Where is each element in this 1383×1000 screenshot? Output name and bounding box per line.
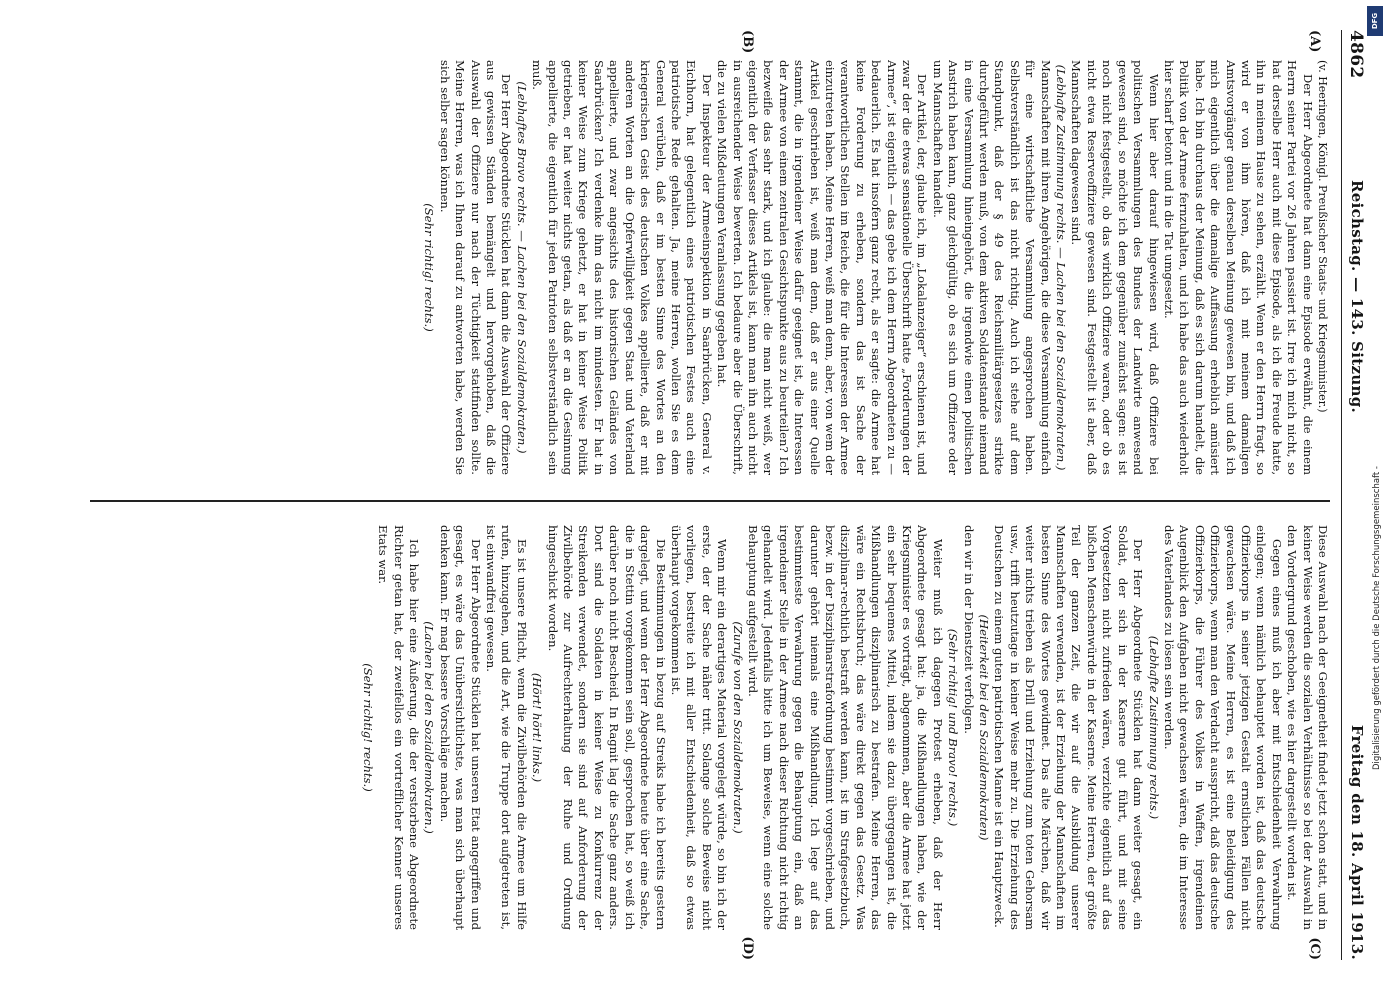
margin-marker-b: (B) xyxy=(740,30,755,54)
paragraph: Der Artikel, der, glaube ich, im „Lokalanzeiger“ erschienen ist, und zwar der die etwas sensationelle Überschrift hatte „Forderungen der Armee“, ist eigentlich — das gebe ich dem Herrn Abgeordneten zu — bedauerlich. Es hat insofern ganz recht, als er sagte: die Armee hat keine Forderung zu erheben, sondern das ist Sache der verantwortlichen Stellen im Reiche, die für die Interessen der Armee einzutreten haben. Meine Herren, weiß man denn, aber, von wem der Artikel geschrieben ist, weiß man denn, daß er aus einer Quelle stammt, die in irgendeiner Weise dafür geeignet ist, die Interessen der Armee von einem zentralen Gesichtspunkte aus zu beurteilen? Ich bezweifle das sehr stark, und ich glaube: die man nicht weiß, wer eigentlich der Verfasser dieses Artikels ist, kann man ihn auch nicht in ausreichender Weise bewerten. Ich bedaure aber die Überschrift, die zu vielen Mißdeutungen Veranlassung gegeben hat. xyxy=(715,60,930,475)
paragraph: Der Herr Abgeordnete Stücklen hat unseren Etat angegriffen und gesagt, es wäre das Unübersichtlichste, was man sich überhaupt denken kann. Er mag bessere Vorschläge machen. xyxy=(437,525,483,930)
right-column xyxy=(80,525,1330,930)
running-title: Reichstag. — 143. Sitzung. xyxy=(1348,180,1366,414)
interjection: (Lebhafte Zustimmung rechts. — Lachen bei den Sozialdemokraten.) xyxy=(1054,64,1069,471)
interjection: (Sehr richtig! rechts.) xyxy=(422,203,437,332)
paragraph: Der Herr Abgeordnete hat dann eine Episode erwähnt, die einem Herrn seiner Partei vor 26 Jahren passiert ist. Irre ich mich nicht, so hat derselbe Herr auch mit diese Episode, als ich die Freude hatte, ihn in meinem Hause zu sehen, erzählt. Wenn er den Herrn fragt, so wird er von ihm hören, daß ich mit meinem damaligen Amtsvorgänger genau derselben Meinung gewesen bin, und daß ich mich eigentlich über die damalige Auffassung erheblich amüsiert habe. Ich bin durchaus der Meinung, daß es sich darum handelt, die Politik von der Armee fernzuhalten, und ich habe das auch wiederholt hier scharf betont und in die Tat umgesetzt. xyxy=(1161,60,1315,475)
paragraph: Der Herr Abgeordnete Stücklen hat dann die Auswahl der Offiziere aus gewissen Ständen bemängelt und hervorgehoben, daß die Auswahl der Offiziere nur nach der Tüchtigkeit stattfinden sollte. Meine Herren, was ich Ihnen darauf zu antworten habe, werden Sie sich selber sagen können. xyxy=(437,60,514,475)
interjection: (Zurufe von den Sozialdemokraten.) xyxy=(730,621,745,834)
digitization-credit: Digitalisierung gefördert durch die Deutsche Forschungsgemeinschaft - xyxy=(1372,466,1382,770)
paragraph: den wir in der Dienstzeit verfolgen. xyxy=(961,525,976,734)
interjection: (Hört! hört! links.) xyxy=(530,672,545,783)
page-header xyxy=(1340,30,1370,960)
paragraph: Weiter muß ich dagegen Protest erheben, daß der Herr Abgeordnete gesagt hat: ja, die Mißhandlungen haben, wie der Kriegsminister es vorträgt, abgenommen, aber die Armee hat jetzt ein sehr bequemes Mittel, indem sie dazu übergegangen ist, die Mißhandlungen disziplinarisch zu bestrafen. Meine Herren, das wäre ein Rechtsbruch; das wäre direkt gegen das Gesetz. Was disziplinar-rechtlich bestraft werden kann, ist im Strafgesetzbuch, bezw. in der Disziplinarstrafordnung bestimmt vorgeschrieben, und darunter gehört niemals eine Mißhandlung. Ich lege auf das bestimmteste Verwahrung gegen die Behauptung ein, daß an irgendeiner Stelle in der Armee nach dieser Richtung nicht richtig gehandelt wird. Jedenfalls bitte ich um Beweise, wenn eine solche Behauptung aufgestellt wird. xyxy=(745,525,945,930)
left-column xyxy=(80,60,1330,475)
interjection: (Lachen bei den Sozialdemokraten.) xyxy=(422,621,437,834)
interjection: (Heiterkeit bei den Sozialdemokraten) xyxy=(977,614,992,841)
paragraph: Gegen eines muß ich aber mit Entschiedenheit Verwahrung einlegen; wenn nämlich behauptet worden ist, daß das deutsche Offizierkorps in seiner jetzigen Gestalt ernstlichen Fällen nicht gewachsen wäre. Meine Herren, es ist eine Beleidigung des Offizierkorps, wenn man den Verdacht ausspricht, daß das deutsche Offizierkorps, die Führer des Volkes in Waffen, irgendeinen Augenblick den Aufgaben nicht gewachsen wären, die im Interesse des Vaterlandes zu lösen sein werden. xyxy=(1161,525,1284,930)
interjection: (Lebhaftes Bravo rechts. — Lachen bei den Sozialdemokraten.) xyxy=(514,81,529,454)
session-date: Freitag den 18. April 1913. xyxy=(1348,724,1366,960)
interjection: (Sehr richtig! rechts.) xyxy=(360,663,375,792)
paragraph: Wenn mir ein derartiges Material vorgelegt würde, so bin ich der erste, der der Sache näher tritt. Solange solche Beweise nicht vorliegen, bestreite ich mit aller Entschiedenheit, daß so etwas überhaupt vorgekommen ist. xyxy=(668,525,730,930)
margin-marker-d: (D) xyxy=(740,936,755,960)
paragraph: Wenn hier aber darauf hingewiesen wird, daß Offiziere bei politischen Versammlungen des Bundes der Landwirte anwesend gewesen sind, so möchte ich dem gegenüber zunächst sagen: es ist noch nicht festgestellt, ob das wirklich Offiziere waren, oder ob es nicht etwa Reserveoffiziere gewesen sind. Festgestellt ist aber, daß Mannschaften dagewesen sind. xyxy=(1069,60,1161,475)
paragraph: Der Herr Abgeordnete Stücklen hat dann weiter gesagt, ein Soldat, der sich in der Kaserne gut führt, und mit seine Vorgesetzten nicht zufrieden wären, verzichte eigentlich auf das bißchen Menschenwürde in der Kaserne. Meine Herren, der größte Teil der ganzen Zeit, die wir auf die Ausbildung unserer Mannschaften verwenden, ist der Erziehung der Mannschaften im besten Sinne des Wortes gewidmet. Das alte Märchen, daß wir weiter nichts trieben als Drill und Erziehung zum toten Gehorsam usw., trifft heutzutage in keiner Weise mehr zu. Die Erziehung des Deutschen zu einem guten patriotischen Manne ist ein Hauptzweck. xyxy=(992,525,1146,930)
margin-marker-a: (A) xyxy=(1307,30,1322,53)
page-number: 4862 xyxy=(1346,30,1366,79)
paragraph: Diese Auswahl nach der Geeignetheit findet jetzt schon statt, und in keiner Weise werden die sozialen Verhältnisse so bei der Auswahl in den Vordergrund geschoben, wie es hier dargestellt worden ist. xyxy=(1285,525,1330,930)
document-page xyxy=(80,30,1370,960)
paragraph: Ich habe hier eine Äußerung, die der verstorbene Abgeordnete Richter getan hat, der zweifellos ein vortrefflicher Kenner unseres Etats war. xyxy=(376,525,422,930)
header-rule xyxy=(1341,30,1342,960)
interjection: (Lebhafte Zustimmung rechts.) xyxy=(1146,635,1161,820)
dfg-logo: DFG xyxy=(1367,6,1383,36)
paragraph: Es ist unsere Pflicht, wenn die Zivilbehörden die Armee um Hilfe rufen, hinzugehen, und die Art, wie die Truppe dort aufgetreten ist, ist einwandfrei gewesen. xyxy=(484,525,529,930)
paragraph: Der Inspekteur der Armeeinspektion in Saarbrücken, General v. Eichhorn, hat gelegentlich eines patriotischen Festes auch eine patriotische Rede gehalten. Ja, meine Herren, wollen Sie es dem General verübeln, daß er im besten Sinne des Wortes an den kriegerischen Geist des deutschen Volkes appellierte, daß er mit anderen Worten an die Opferwilligkeit gegen Staat und Vaterland appellierte, und zwar angesichts des historischen Geländes von Saarbrücken? Ich verdenke ihm das nicht im mindesten. Er hat in keiner Weise zum Kriege gehetzt, er hat in keiner Weise Politik getrieben, er hat weiter nichts getan, als daß er an die Gesinnung appellierte, die eigentlich für jeden Patrioten selbstverständlich sein muß. xyxy=(530,60,714,475)
column-divider xyxy=(90,500,1330,502)
margin-marker-c: (C) xyxy=(1307,937,1322,960)
speaker-attribution: (v. Heeringen, Königl. Preußischer Staats- und Kriegsminister.) xyxy=(1316,60,1329,413)
interjection: (Sehr richtig! und Bravo! rechts.) xyxy=(946,628,961,827)
paragraph: Mannschaften mit ihren Angehörigen, die diese Versammlung einfach für eine wirtschaftliche Versammlung angesprochen haben. Selbstverständlich ist das nicht richtig. Auch ich stehe auf dem Standpunkt, daß der § 49 des Reichsmilitärgesetzes strikte durchgeführt werden muß, von dem aktiven Soldatenstande niemand in eine Versammlung hineingehört, die irgendwie einen politischen Anstrich haben kann, ganz gleichgültig, ob es sich um Offiziere oder um Mannschaften handelt. xyxy=(930,60,1053,475)
paragraph: Die Bestimmungen in bezug auf Streiks habe ich bereits gestern dargelegt, und wenn der Herr Abgeordnete heute über eine Sache, die in Stettin vorgekommen sein soll, gesprochen hat, so weiß ich darüber noch nicht Bescheid. In Ragnit lag die Sache ganz anders. Dort sind die Soldaten in keiner Weise zu Konkurrenz der Streikenden verwendet, sondern sie sind auf Anforderung der Zivilbehörde zur Aufrechterhaltung der Ruhe und Ordnung hingeschickt worden. xyxy=(545,525,668,930)
